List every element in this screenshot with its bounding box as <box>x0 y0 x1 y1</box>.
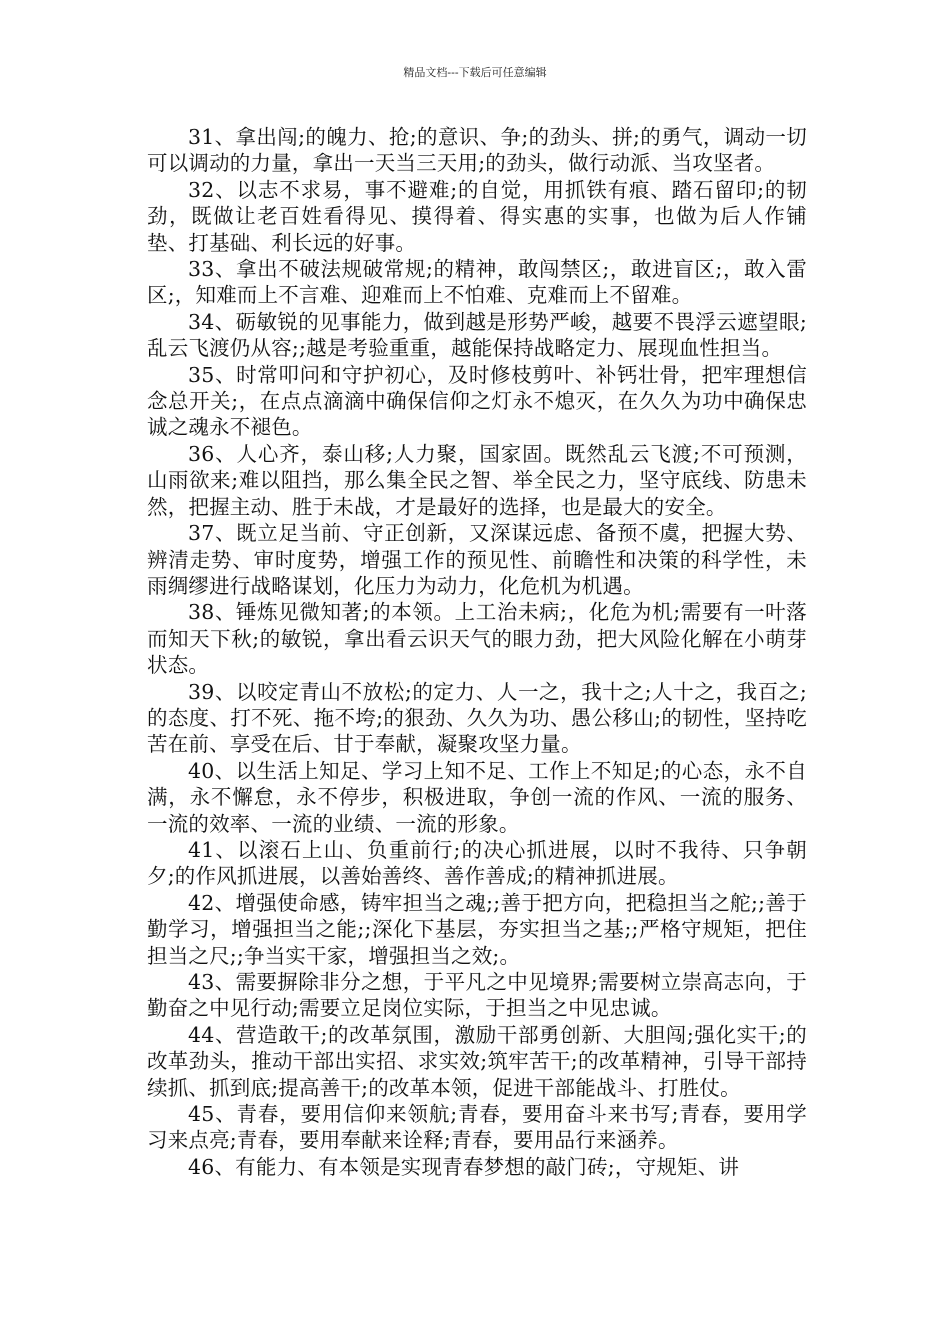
paragraph-40: 40、以生活上知足、学习上知不足、工作上不知足;的心态，永不自满，永不懈怠，永不停步，积极进取，争创一流的作风、一流的服务、一流的效率、一流的业绩、一流的形象。 <box>147 758 807 836</box>
paragraph-42: 42、增强使命感，铸牢担当之魂;;善于把方向，把稳担当之舵;;善于勤学习，增强担当之能;;深化下基层，夯实担当之基;;严格守规矩，把住担当之尺;;争当实干家，增强担当之效;。 <box>147 890 807 968</box>
paragraph-37: 37、既立足当前、守正创新，又深谋远虑、备预不虞，把握大势、辨清走势、审时度势，增强工作的预见性、前瞻性和决策的科学性，未雨绸缪进行战略谋划，化压力为动力，化危机为机遇。 <box>147 521 807 598</box>
paragraph-31: 31、拿出闯;的魄力、抢;的意识、争;的劲头、拼;的勇气，调动一切可以调动的力量，拿出一天当三天用;的劲头，做行动派、当攻坚者。 <box>147 125 807 176</box>
paragraph-34: 34、砺敏锐的见事能力，做到越是形势严峻，越要不畏浮云遮望眼;乱云飞渡仍从容;;越是考验重重，越能保持战略定力、展现血性担当。 <box>147 309 807 361</box>
paragraph-44: 44、营造敢干;的改革氛围，激励干部勇创新、大胆闯;强化实干;的改革劲头，推动干部出实招、求实效;筑牢苦干;的改革精神，引导干部持续抓、抓到底;提高善干;的改革本领，促进干部能战斗、打胜仗。 <box>147 1022 807 1100</box>
page-header: 精品文档---下载后可任意编辑 <box>403 66 547 79</box>
paragraph-39: 39、以咬定青山不放松;的定力、人一之，我十之;人十之，我百之;的态度、打不死、拖不垮;的狠劲、久久为功、愚公移山;的韧性，坚持吃苦在前、享受在后、甘于奉献，凝聚攻坚力量。 <box>147 679 807 757</box>
paragraph-35: 35、时常叩问和守护初心，及时修枝剪叶、补钙壮骨，把牢理想信念总开关;，在点点滴滴中确保信仰之灯永不熄灭，在久久为功中确保忠诚之魂永不褪色。 <box>147 362 807 440</box>
paragraph-45: 45、青春，要用信仰来领航;青春，要用奋斗来书写;青春，要用学习来点亮;青春，要用奉献来诠释;青春，要用品行来涵养。 <box>147 1102 807 1153</box>
paragraph-32: 32、以志不求易，事不避难;的自觉，用抓铁有痕、踏石留印;的韧劲，既做让老百姓看得见、摸得着、得实惠的实事，也做为后人作铺垫、打基础、利长远的好事。 <box>147 177 807 255</box>
paragraph-43: 43、需要摒除非分之想，于平凡之中见境界;需要树立崇高志向，于勤奋之中见行动;需要立足岗位实际，于担当之中见忠诚。 <box>147 970 807 1021</box>
paragraph-46: 46、有能力、有本领是实现青春梦想的敲门砖;，守规矩、讲 <box>188 1154 740 1179</box>
paragraph-38: 38、锤炼见微知著;的本领。上工治未病;，化危为机;需要有一叶落而知天下秋;的敏锐，拿出看云识天气的眼力劲，把大风险化解在小萌芽状态。 <box>147 600 807 678</box>
document-body <box>147 124 807 1180</box>
paragraph-41: 41、以滚石上山、负重前行;的决心抓进展，以时不我待、只争朝夕;的作风抓进展，以善始善终、善作善成;的精神抓进展。 <box>147 837 807 889</box>
paragraph-33: 33、拿出不破法规破常规;的精神，敢闯禁区;，敢进盲区;，敢入雷区;，知难而上不言难、迎难而上不怕难、克难而上不留难。 <box>147 257 807 308</box>
paragraph-36: 36、人心齐，泰山移;人力聚，国家固。既然乱云飞渡;不可预测，山雨欲来;难以阻挡，那么集全民之智、举全民之力，坚守底线、防患未然，把握主动、胜于未战，才是最好的选择，也是最大的安全。 <box>147 441 807 519</box>
